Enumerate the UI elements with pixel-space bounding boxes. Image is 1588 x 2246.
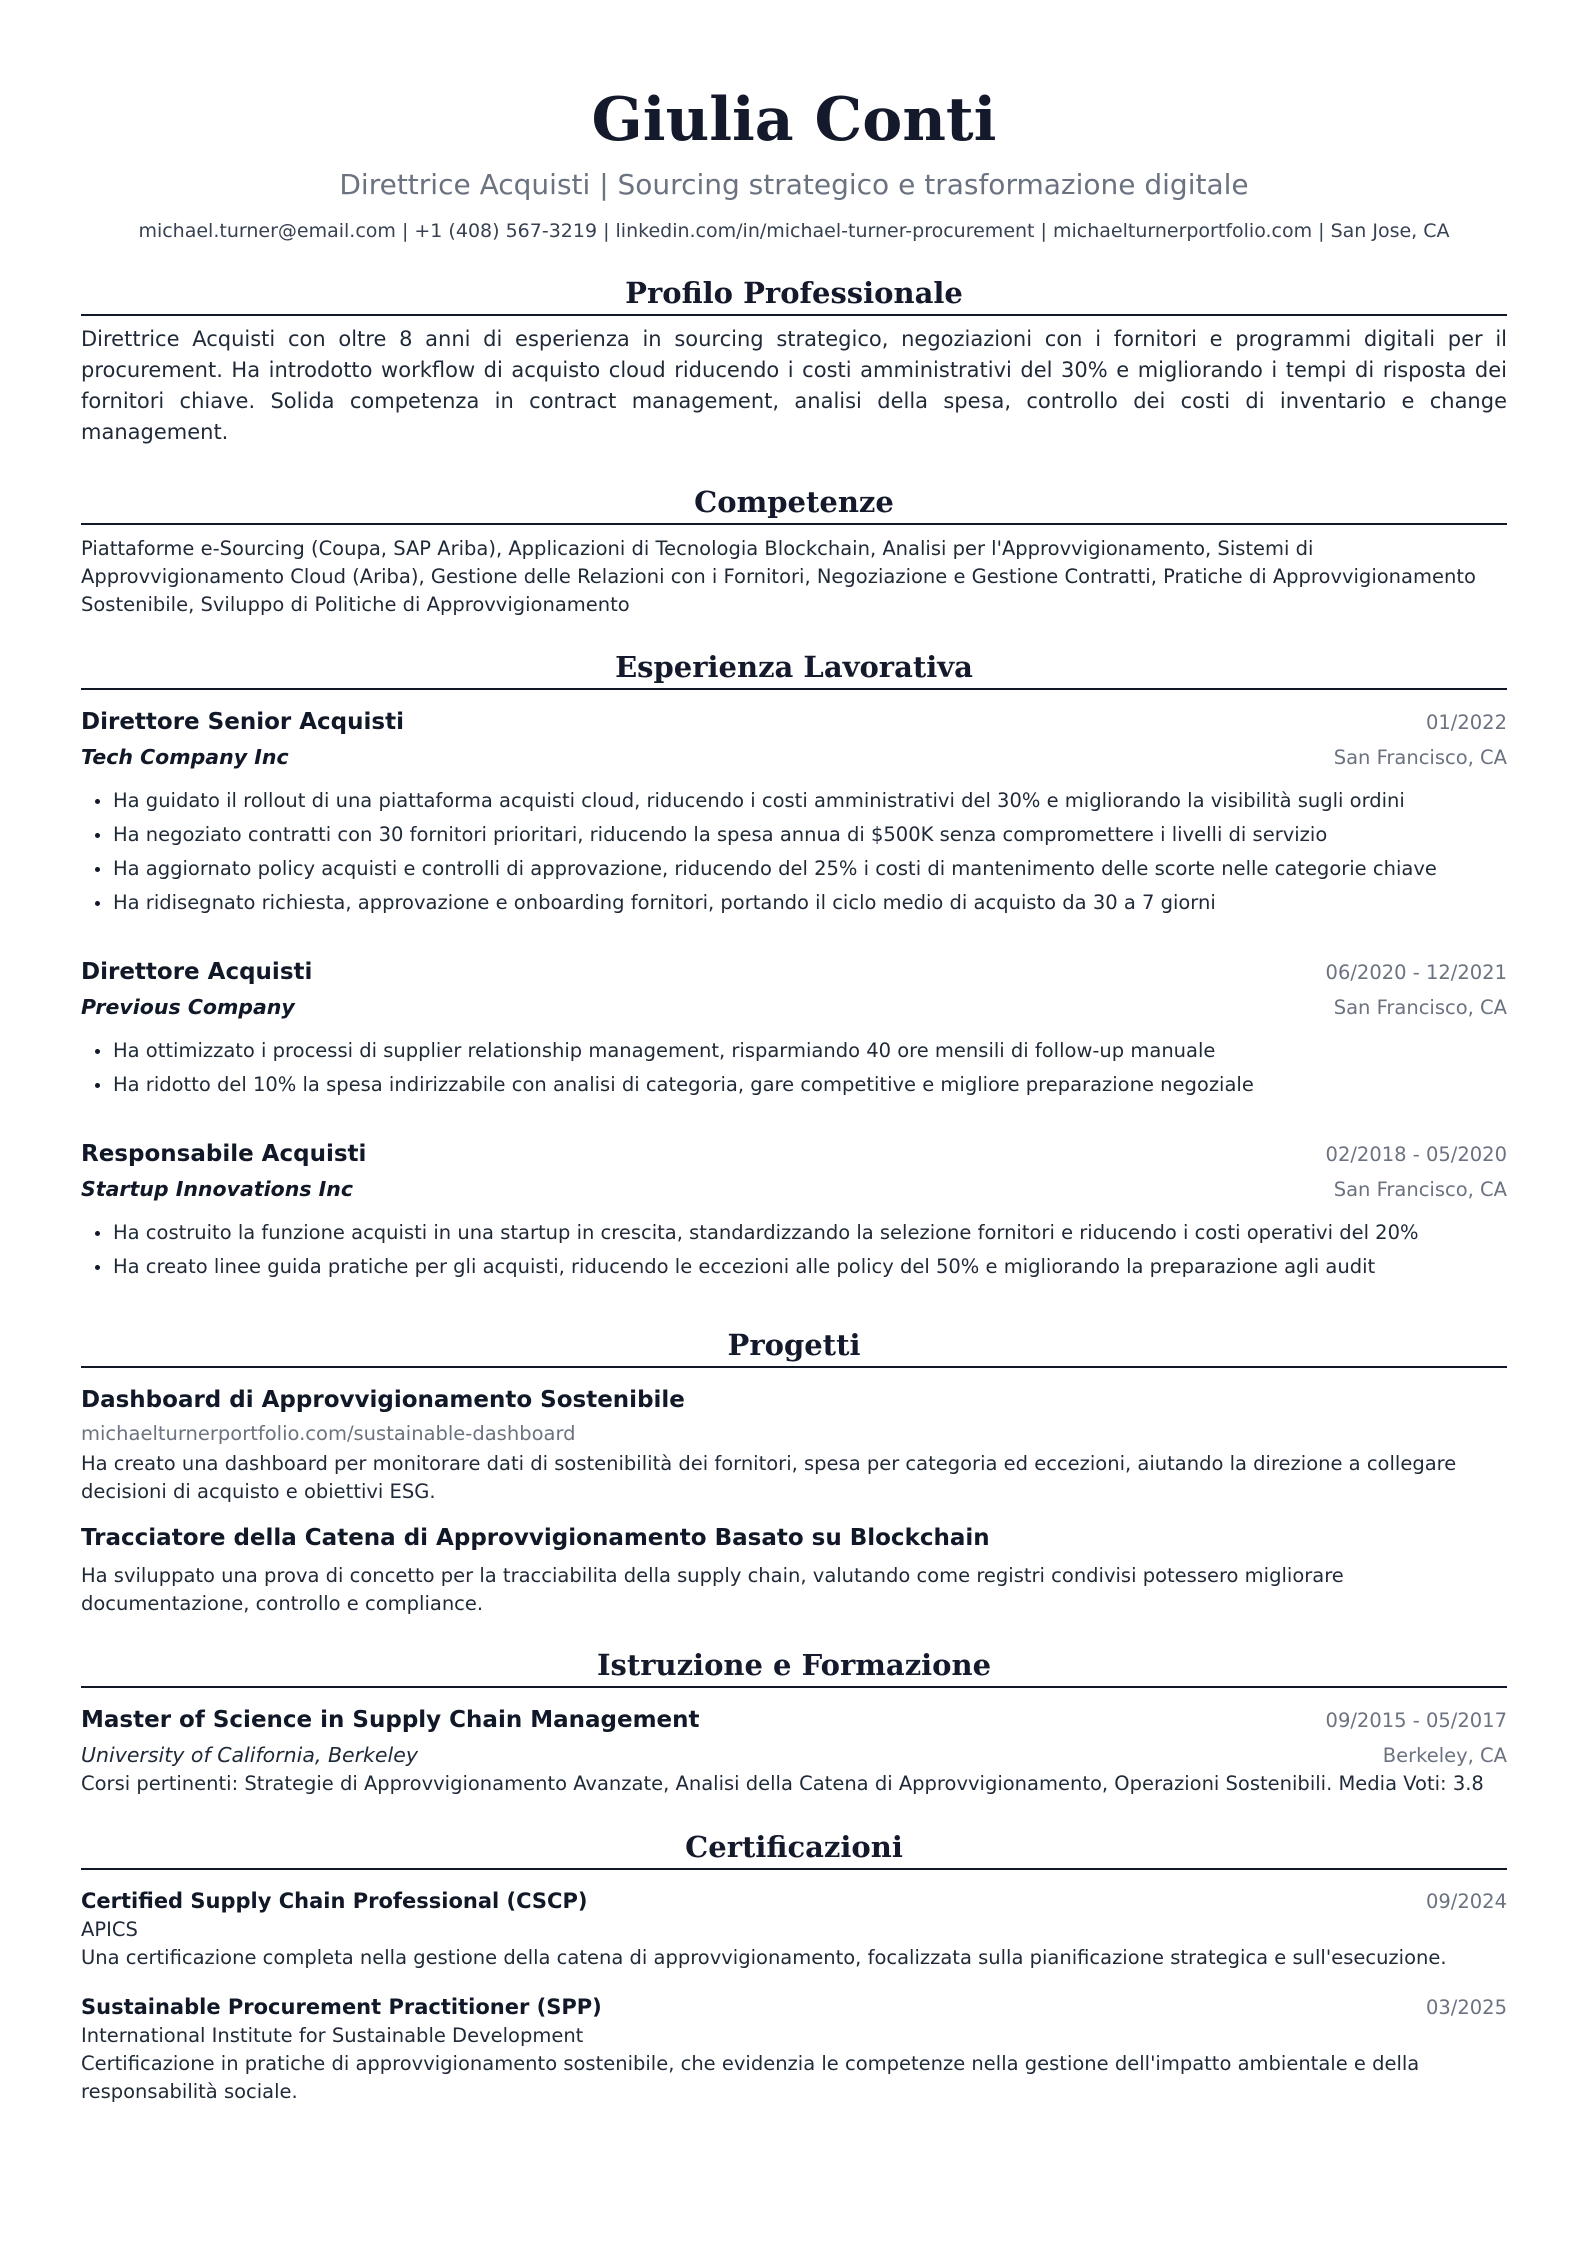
experience-section-title: Esperienza Lavorativa [81,648,1507,690]
resume-header [81,0,1507,244]
projects-section-title: Progetti [81,1326,1507,1368]
project-entry [81,1384,1507,1506]
project-link[interactable]: michaelturnerportfolio.com/sustainable-dashboard [81,1422,576,1445]
profile-section [81,274,1507,448]
certification-name: Certified Supply Chain Professional (CSCP) [81,1889,588,1913]
job-location: San Francisco, CA [1333,746,1507,769]
certifications-section [81,1828,1507,2106]
job-company: Tech Company Inc [81,745,289,769]
job-title: Direttore Acquisti [81,959,313,985]
skills-list: Piattaforme e-Sourcing (Coupa, SAP Ariba), Applicazioni di Tecnologia Blockchain, Analisi per l'Approvvigionamento, Sistemi di Approvvigionamento Cloud (Ariba), Gestione delle Relazioni con i Fornitori, Negoziazione e Gestione Contratti, Pratiche di Approvvigionamento Sostenibile, Sviluppo di Politiche di Approvvigionamento [81,537,1476,616]
job-dates: 02/2018 - 05/2020 [1325,1143,1507,1166]
job-bullet: Ha ridisegnato richiesta, approvazione e onboarding fornitori, portando il ciclo medio di acquisto da 30 a 7 giorni [95,886,1507,920]
contact-line: michael.turner@email.com | +1 (408) 567-3219 | linkedin.com/in/michael-turner-procurement | michaelturnerportfolio.com | San Jose, CA [138,220,1450,242]
certifications-section-title: Certificazioni [81,1828,1507,1870]
job-company: Startup Innovations Inc [81,1177,354,1201]
school-name: University of California, Berkeley [81,1743,418,1767]
candidate-headline: Direttrice Acquisti | Sourcing strategico e trasformazione digitale [339,168,1249,201]
job-bullet: Ha aggiornato policy acquisti e controlli di approvazione, riducendo del 25% i costi di mantenimento delle scorte nelle categorie chiave [95,852,1507,886]
profile-section-title: Profilo Professionale [81,274,1507,316]
job-bullets [81,1216,1507,1284]
job-bullet: Ha guidato il rollout di una piattaforma acquisti cloud, riducendo i costi amministrativi del 30% e migliorando la visibilità sugli ordini [95,784,1507,818]
education-details: Corsi pertinenti: Strategie di Approvvigionamento Avanzate, Analisi della Catena di Approvvigionamento, Operazioni Sostenibili. Media Voti: 3.8 [81,1772,1484,1795]
education-entry [81,1704,1507,1798]
education-section [81,1646,1507,1798]
job-company: Previous Company [81,995,295,1019]
job-bullets [81,784,1507,920]
experience-section [81,648,1507,1284]
certification-issuer: APICS [81,1918,138,1941]
job-entry [81,706,1507,920]
profile-summary: Direttrice Acquisti con oltre 8 anni di esperienza in sourcing strategico, negoziazioni con i fornitori e programmi digitali per il procurement. Ha introdotto workflow di acquisto cloud riducendo i costi amministrativi del 30% e migliorando i tempi di risposta dei fornitori chiave. Solida competenza in contract management, analisi della spesa, controllo dei costi di inventario e change management. [81,327,1507,444]
job-bullet: Ha negoziato contratti con 30 fornitori prioritari, riducendo la spesa annua di $500K senza compromettere i livelli di servizio [95,818,1507,852]
certification-description: Certificazione in pratiche di approvvigionamento sostenibile, che evidenzia le competenze nella gestione dell'impatto ambientale e della responsabilità sociale. [81,2052,1420,2103]
certification-entry [81,1992,1507,2106]
skills-section-title: Competenze [81,483,1507,525]
skills-section [81,483,1507,619]
job-bullet: Ha ridotto del 10% la spesa indirizzabile con analisi di categoria, gare competitive e migliore preparazione negoziale [95,1068,1507,1102]
job-dates: 06/2020 - 12/2021 [1325,961,1507,984]
job-entry [81,956,1507,1102]
project-entry [81,1522,1507,1618]
job-bullet: Ha ottimizzato i processi di supplier relationship management, risparmiando 40 ore mensili di follow-up manuale [95,1034,1507,1068]
certification-date: 09/2024 [1425,1890,1507,1913]
education-section-title: Istruzione e Formazione [81,1646,1507,1688]
school-location: Berkeley, CA [1382,1744,1507,1767]
job-title: Responsabile Acquisti [81,1141,367,1167]
project-description: Ha sviluppato una prova di concetto per la tracciabilita della supply chain, valutando come registri condivisi potessero migliorare documentazione, controllo e compliance. [81,1564,1344,1615]
project-name: Tracciatore della Catena di Approvvigionamento Basato su Blockchain [81,1525,990,1551]
job-bullet: Ha creato linee guida pratiche per gli acquisti, riducendo le eccezioni alle policy del 50% e migliorando la preparazione agli audit [95,1250,1507,1284]
projects-section [81,1326,1507,1618]
job-bullet: Ha costruito la funzione acquisti in una startup in crescita, standardizzando la selezione fornitori e riducendo i costi operativi del 20% [95,1216,1507,1250]
candidate-name: Giulia Conti [591,85,997,155]
education-dates: 09/2015 - 05/2017 [1325,1709,1507,1732]
degree-title: Master of Science in Supply Chain Management [81,1707,700,1733]
certification-name: Sustainable Procurement Practitioner (SPP) [81,1995,602,2019]
project-description: Ha creato una dashboard per monitorare dati di sostenibilità dei fornitori, spesa per categoria ed eccezioni, aiutando la direzione a collegare decisioni di acquisto e obiettivi ESG. [81,1452,1457,1503]
job-entry [81,1138,1507,1284]
job-bullets [81,1034,1507,1102]
job-title: Direttore Senior Acquisti [81,709,404,735]
project-name: Dashboard di Approvvigionamento Sostenibile [81,1387,685,1413]
certification-issuer: International Institute for Sustainable Development [81,2024,584,2047]
job-location: San Francisco, CA [1333,1178,1507,1201]
job-dates: 01/2022 [1425,711,1507,734]
certification-description: Una certificazione completa nella gestione della catena di approvvigionamento, focalizzata sulla pianificazione strategica e sull'esecuzione. [81,1946,1447,1969]
certification-entry [81,1886,1507,1972]
certification-date: 03/2025 [1425,1996,1507,2019]
job-location: San Francisco, CA [1333,996,1507,1019]
